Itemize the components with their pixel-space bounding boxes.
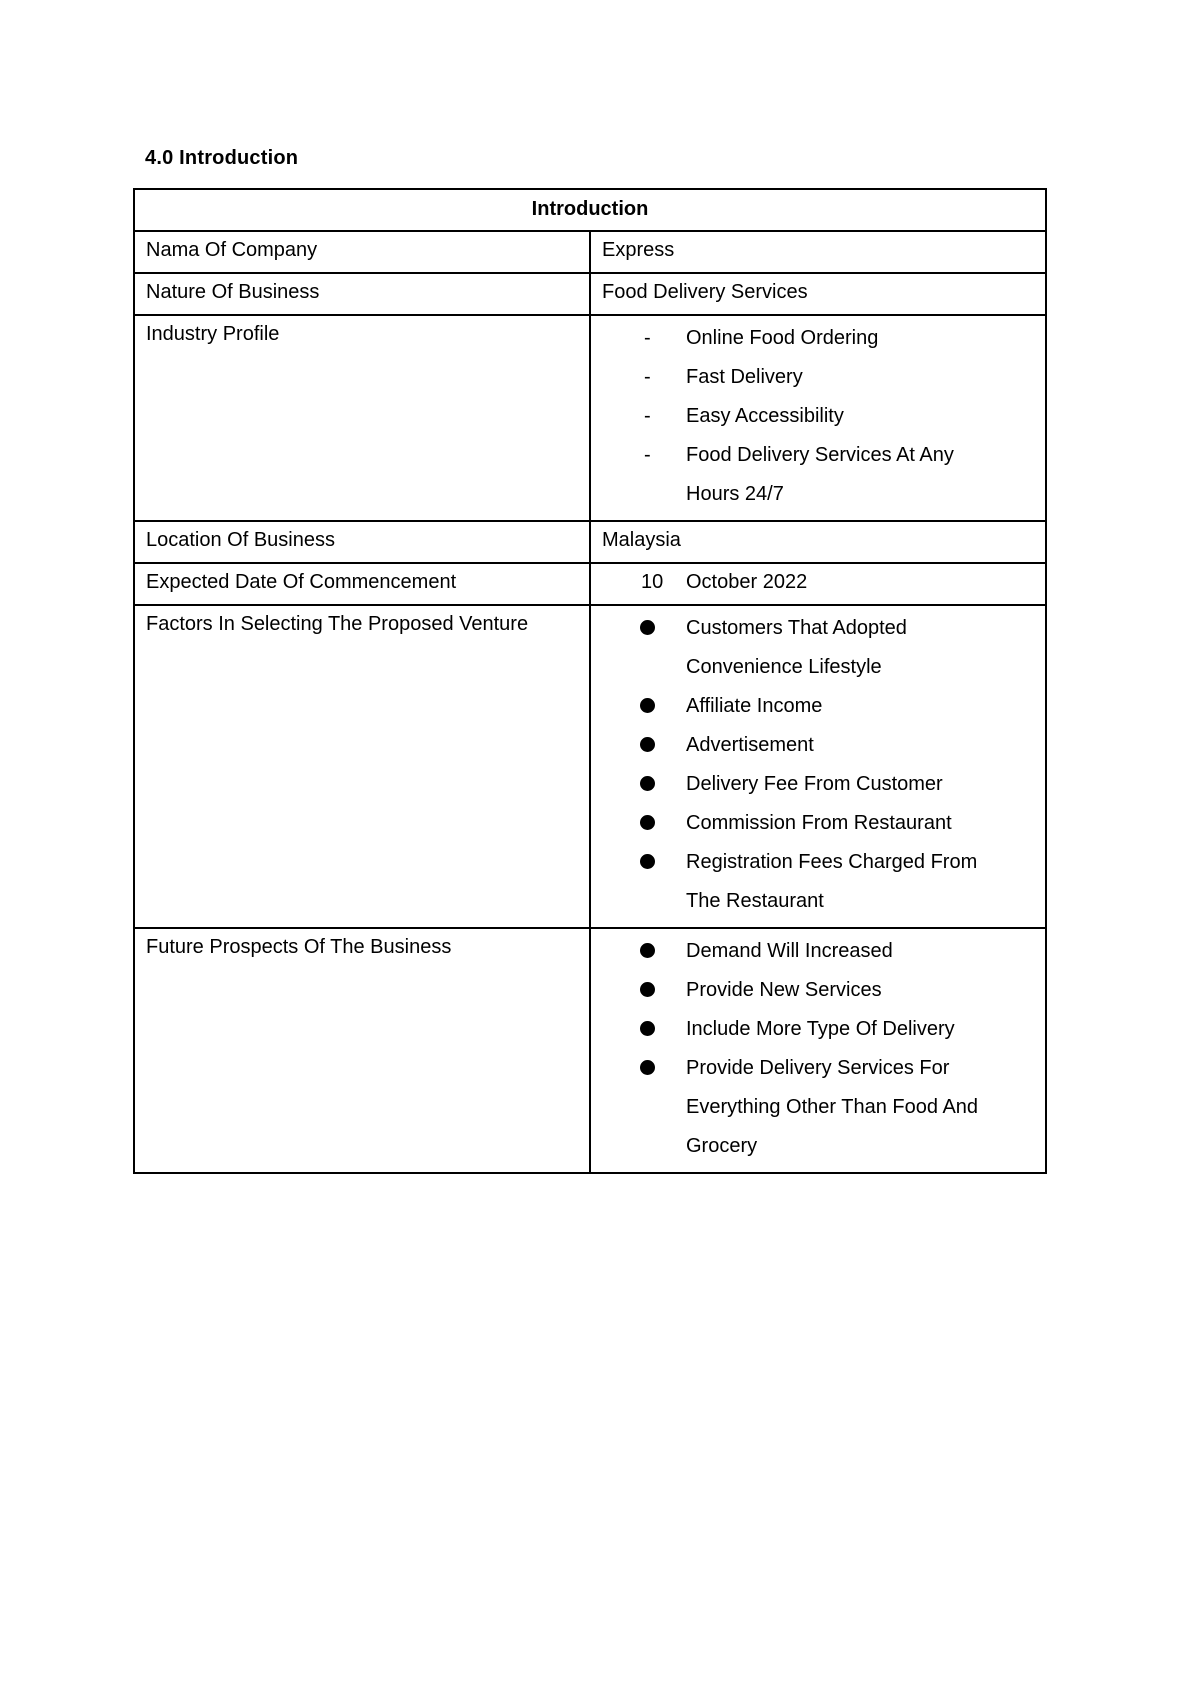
bullet-icon	[640, 698, 655, 713]
list-item: Customers That Adopted Convenience Lifestyle	[602, 609, 1045, 687]
commencement-date: 10 October 2022	[641, 571, 808, 593]
table-row	[134, 605, 1046, 928]
table-row	[134, 521, 1046, 563]
bullet-icon	[640, 815, 655, 830]
table-row	[134, 563, 1046, 605]
row-label-location: Location Of Business	[134, 521, 590, 563]
list-item: - Easy Accessibility	[602, 397, 1045, 436]
row-value-industry	[590, 315, 1046, 521]
list-item: Affiliate Income	[602, 687, 1045, 726]
list-item: Registration Fees Charged From The Restaurant	[602, 843, 1045, 921]
row-value-date	[590, 563, 1046, 605]
bullet-icon	[640, 943, 655, 958]
row-label-company: Nama Of Company	[134, 231, 590, 273]
row-label-date: Expected Date Of Commencement	[134, 563, 590, 605]
list-item: Advertisement	[602, 726, 1045, 765]
table-row	[134, 231, 1046, 273]
row-value-location: Malaysia	[590, 521, 1046, 563]
dash-marker: -	[644, 327, 651, 349]
factors-list	[602, 606, 1045, 927]
row-value-nature: Food Delivery Services	[590, 273, 1046, 315]
table-header-row	[134, 189, 1046, 231]
dash-marker: -	[644, 366, 651, 388]
row-value-company: Express	[590, 231, 1046, 273]
bullet-icon	[640, 854, 655, 869]
list-item: - Fast Delivery	[602, 358, 1045, 397]
section-heading: 4.0 Introduction	[145, 147, 299, 169]
row-label-factors: Factors In Selecting The Proposed Venture	[134, 605, 590, 928]
introduction-table	[133, 188, 1047, 1174]
bullet-icon	[640, 1021, 655, 1036]
table-row	[134, 928, 1046, 1173]
list-item: - Online Food Ordering	[602, 319, 1045, 358]
list-item: Commission From Restaurant	[602, 804, 1045, 843]
row-label-nature: Nature Of Business	[134, 273, 590, 315]
list-item: Demand Will Increased	[602, 932, 1045, 971]
row-label-industry: Industry Profile	[134, 315, 590, 521]
list-item: Provide Delivery Services For Everything Other Than Food And Grocery	[602, 1049, 1045, 1166]
table-title: Introduction	[134, 189, 1046, 231]
row-label-prospects: Future Prospects Of The Business	[134, 928, 590, 1173]
bullet-icon	[640, 1060, 655, 1075]
dash-marker: -	[644, 405, 651, 427]
table-row	[134, 315, 1046, 521]
bullet-icon	[640, 620, 655, 635]
list-item: Delivery Fee From Customer	[602, 765, 1045, 804]
bullet-icon	[640, 982, 655, 997]
list-item: Include More Type Of Delivery	[602, 1010, 1045, 1049]
row-value-factors	[590, 605, 1046, 928]
prospects-list	[602, 929, 1045, 1172]
table-row	[134, 273, 1046, 315]
dash-marker: -	[644, 444, 651, 466]
bullet-icon	[640, 776, 655, 791]
list-item: Provide New Services	[602, 971, 1045, 1010]
bullet-icon	[640, 737, 655, 752]
list-item: - Food Delivery Services At Any Hours 24/7	[602, 436, 1045, 514]
industry-profile-list	[602, 316, 1045, 520]
row-value-prospects	[590, 928, 1046, 1173]
